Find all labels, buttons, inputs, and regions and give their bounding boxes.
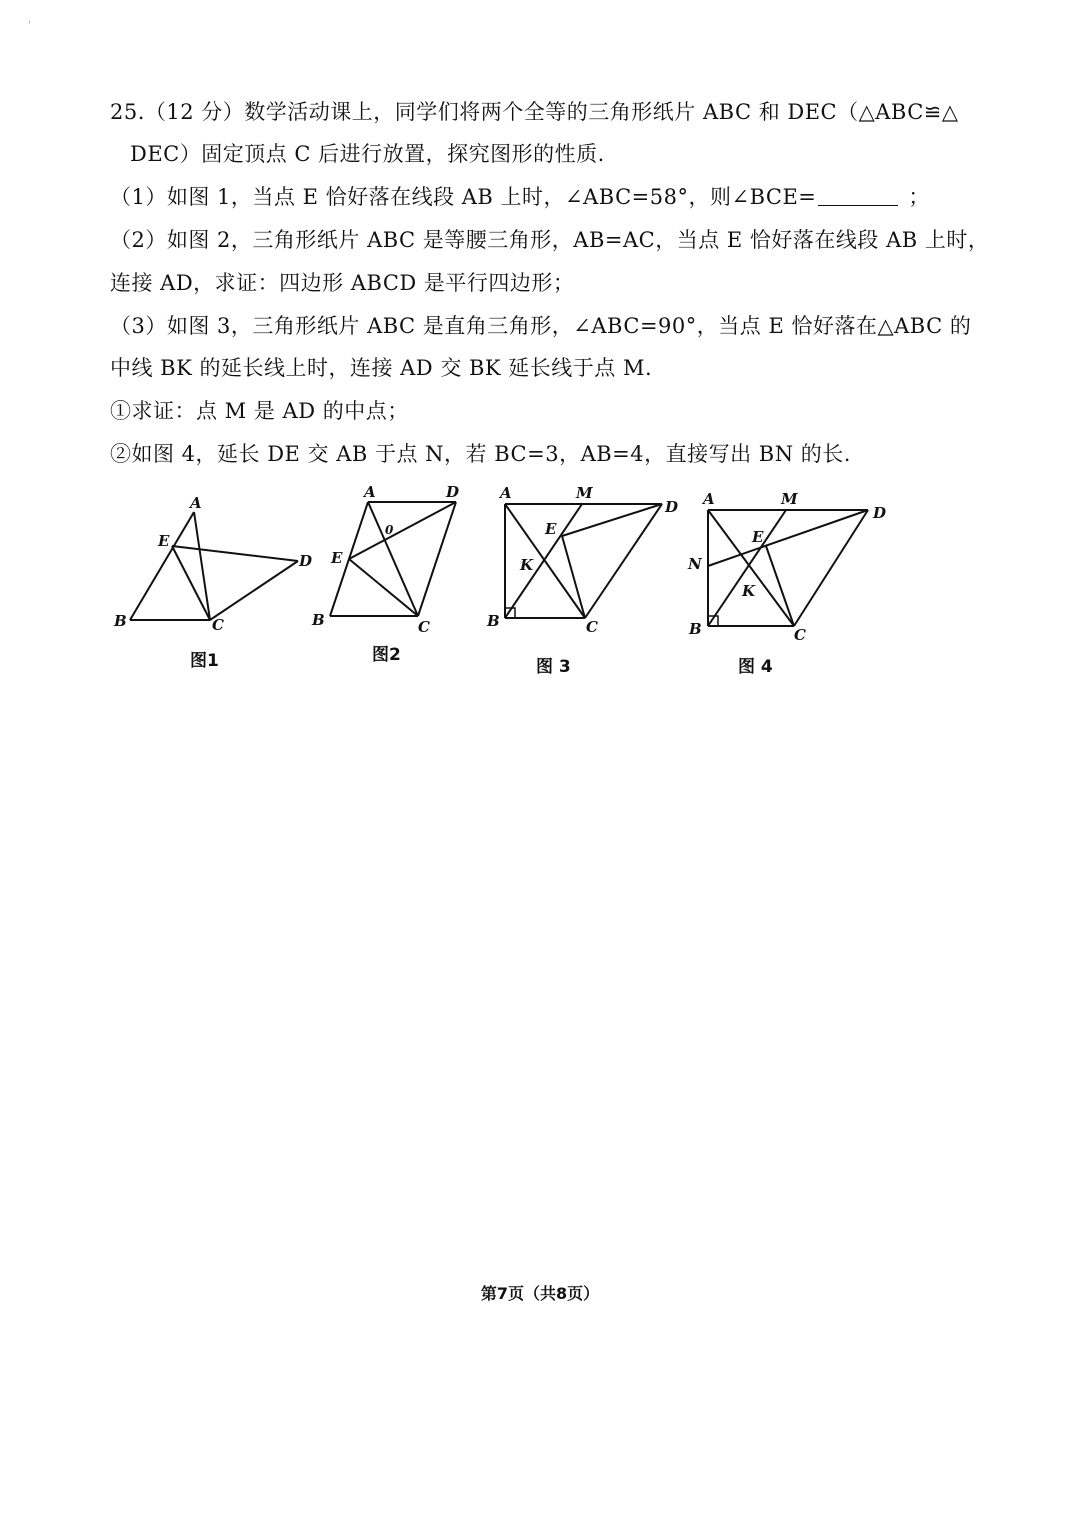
part-3-line-2: 中线 BK 的延长线上时，连接 AD 交 BK 延长线于点 M. [110, 356, 653, 380]
corner-mark: ' [28, 20, 31, 31]
figure-1-caption: 图1 [190, 651, 219, 671]
fig4-label-K: K [742, 582, 756, 600]
fig2-label-A: A [364, 483, 376, 501]
figure-2-caption: 图2 [372, 645, 401, 665]
fig3-label-K: K [520, 556, 534, 574]
fig3-label-E: E [545, 520, 557, 538]
figure-4-caption: 图 4 [738, 657, 773, 677]
question-line-2: DEC）固定顶点 C 后进行放置，探究图形的性质. [130, 142, 605, 166]
sub-question-1: ①求证：点 M 是 AD 的中点； [110, 399, 409, 423]
fig4-label-C: C [794, 626, 806, 644]
fig2-label-E: E [331, 549, 343, 567]
fig4-label-E: E [752, 528, 764, 546]
fig3-label-C: C [586, 618, 598, 636]
part-1-end: ； [908, 185, 930, 209]
fig4-label-D: D [873, 504, 887, 522]
fig4-label-M: M [781, 490, 798, 508]
question-line-1: 25.（12 分）数学活动课上，同学们将两个全等的三角形纸片 ABC 和 DEC（△ABC≌△ [110, 100, 959, 124]
page-footer: 第7页（共8页） [480, 1284, 600, 1303]
fig3-label-M: M [576, 484, 593, 502]
fig2-label-C: C [418, 618, 430, 636]
fig4-label-N: N [688, 555, 702, 573]
part-2-line-1: （2）如图 2，三角形纸片 ABC 是等腰三角形，AB=AC，当点 E 恰好落在线段 AB 上时， [110, 228, 990, 252]
part-2-line-2: 连接 AD，求证：四边形 ABCD 是平行四边形； [110, 271, 575, 295]
part-3-line-1: （3）如图 3，三角形纸片 ABC 是直角三角形，∠ABC=90°，当点 E 恰好落在△ABC 的 [110, 314, 972, 338]
fig2-label-O: 0 [385, 523, 394, 537]
fig1-label-A: A [190, 494, 202, 512]
fig1-label-D: D [299, 552, 313, 570]
fig4-label-A: A [703, 490, 715, 508]
fig2-label-B: B [312, 611, 325, 629]
fig1-label-C: C [212, 616, 224, 634]
fig1-label-B: B [114, 612, 127, 630]
fig1-label-E: E [158, 532, 170, 550]
fig4-label-B: B [689, 620, 702, 638]
sub-question-2: ②如图 4，延长 DE 交 AB 于点 N，若 BC=3，AB=4，直接写出 BN 的长. [110, 442, 851, 466]
fig2-label-D: D [446, 483, 460, 501]
figure-3-caption: 图 3 [536, 657, 571, 677]
fig3-label-A: A [500, 484, 512, 502]
fig3-label-B: B [487, 612, 500, 630]
part-1-text: （1）如图 1，当点 E 恰好落在线段 AB 上时，∠ABC=58°，则∠BCE= [110, 185, 817, 209]
fig3-label-D: D [665, 498, 679, 516]
